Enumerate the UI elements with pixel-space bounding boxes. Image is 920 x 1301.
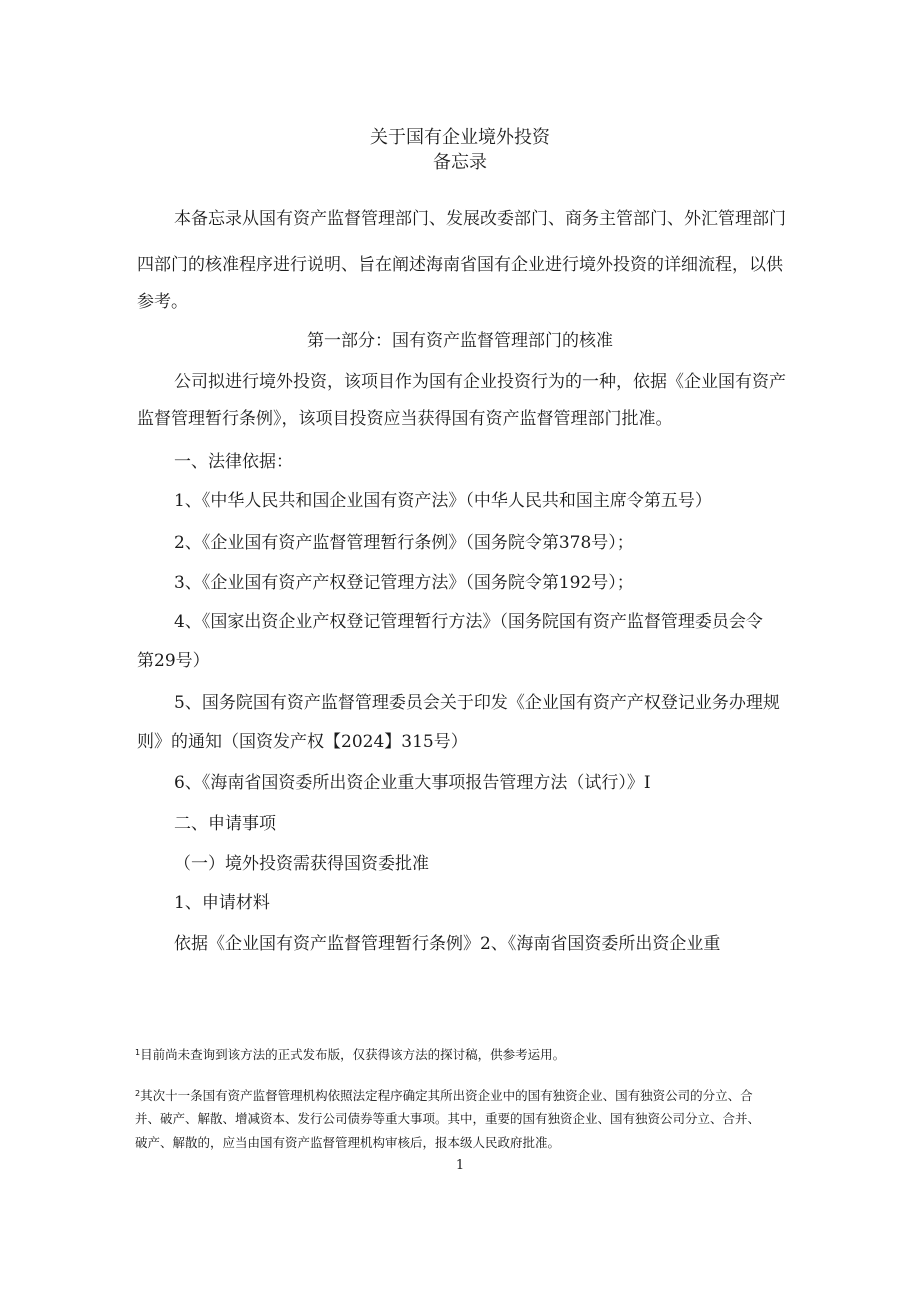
footnote-1-text: 目前尚未查询到该方法的正式发布版，仅获得该方法的探讨稿，供参考运用。 xyxy=(140,1047,566,1062)
application-subheading: （一）境外投资需获得国资委批准 xyxy=(174,854,429,874)
legal-basis-item-2: 2、《企业国有资产监督管理暂行条例》（国务院令第378号）； xyxy=(174,533,634,553)
part1-heading: 第一部分：国有资产监督管理部门的核准 xyxy=(307,331,613,351)
part1-para-line-2: 监督管理暂行条例》，该项目投资应当获得国有资产监督管理部门批准。 xyxy=(137,409,673,429)
footnote-1-mark: 1 xyxy=(135,1048,141,1057)
materials-heading: 1、申请材料 xyxy=(174,893,270,913)
legal-basis-item-5-line-2: 则》的通知（国资发产权【2024】315号） xyxy=(137,732,468,752)
legal-basis-heading: 一、法律依据： xyxy=(174,452,293,472)
intro-line-1: 本备忘录从国有资产监督管理部门、发展改委部门、商务主管部门、外汇管理部门 xyxy=(174,209,786,229)
footnote-2-text-1: 其次十一条国有资产监督管理机构依照法定程序确定其所出资企业中的国有独资企业、国有独资公司的分立、合 xyxy=(140,1088,753,1103)
legal-basis-item-5-line-1: 5、国务院国有资产监督管理委员会关于印发《企业国有资产产权登记业务办理规 xyxy=(174,693,780,713)
part1-para-line-1: 公司拟进行境外投资，该项目作为国有企业投资行为的一种，依据《企业国有资产 xyxy=(174,372,786,392)
footnote-2-line-2: 并、破产、解散、增减资本、发行公司债券等重大事项。其中，重要的国有独资企业、国有独资公司分立、合并、 xyxy=(135,1111,761,1126)
legal-basis-item-4-line-2: 第29号） xyxy=(137,651,210,671)
legal-basis-item-6: 6、《海南省国资委所出资企业重大事项报告管理方法（试行）》I xyxy=(174,773,651,793)
application-heading: 二、申请事项 xyxy=(174,814,276,834)
footnote-1 xyxy=(135,1045,565,1063)
page-number: 1 xyxy=(455,1158,465,1173)
legal-basis-item-1: 1、《中华人民共和国企业国有资产法》（中华人民共和国主席令第五号） xyxy=(174,491,712,511)
footnote-2-line-1 xyxy=(135,1086,753,1104)
title-line-1: 关于国有企业境外投资 xyxy=(370,127,550,148)
legal-basis-item-3: 3、《企业国有资产产权登记管理方法》（国务院令第192号）； xyxy=(174,573,634,593)
footnote-2-line-3: 破产、解散的，应当由国有资产监督管理机构审核后，报本级人民政府批准。 xyxy=(135,1135,561,1150)
intro-line-3: 参考。 xyxy=(137,292,188,312)
intro-line-2: 四部门的核准程序进行说明、旨在阐述海南省国有企业进行境外投资的详细流程，以供 xyxy=(137,255,783,275)
footnote-2-mark: 2 xyxy=(135,1089,141,1098)
title-line-2: 备忘录 xyxy=(433,152,487,173)
materials-line-1: 依据《企业国有资产监督管理暂行条例》2、《海南省国资委所出资企业重 xyxy=(174,934,721,954)
legal-basis-item-4-line-1: 4、《国家出资企业产权登记管理暂行方法》（国务院国有资产监督管理委员会令 xyxy=(174,612,763,632)
